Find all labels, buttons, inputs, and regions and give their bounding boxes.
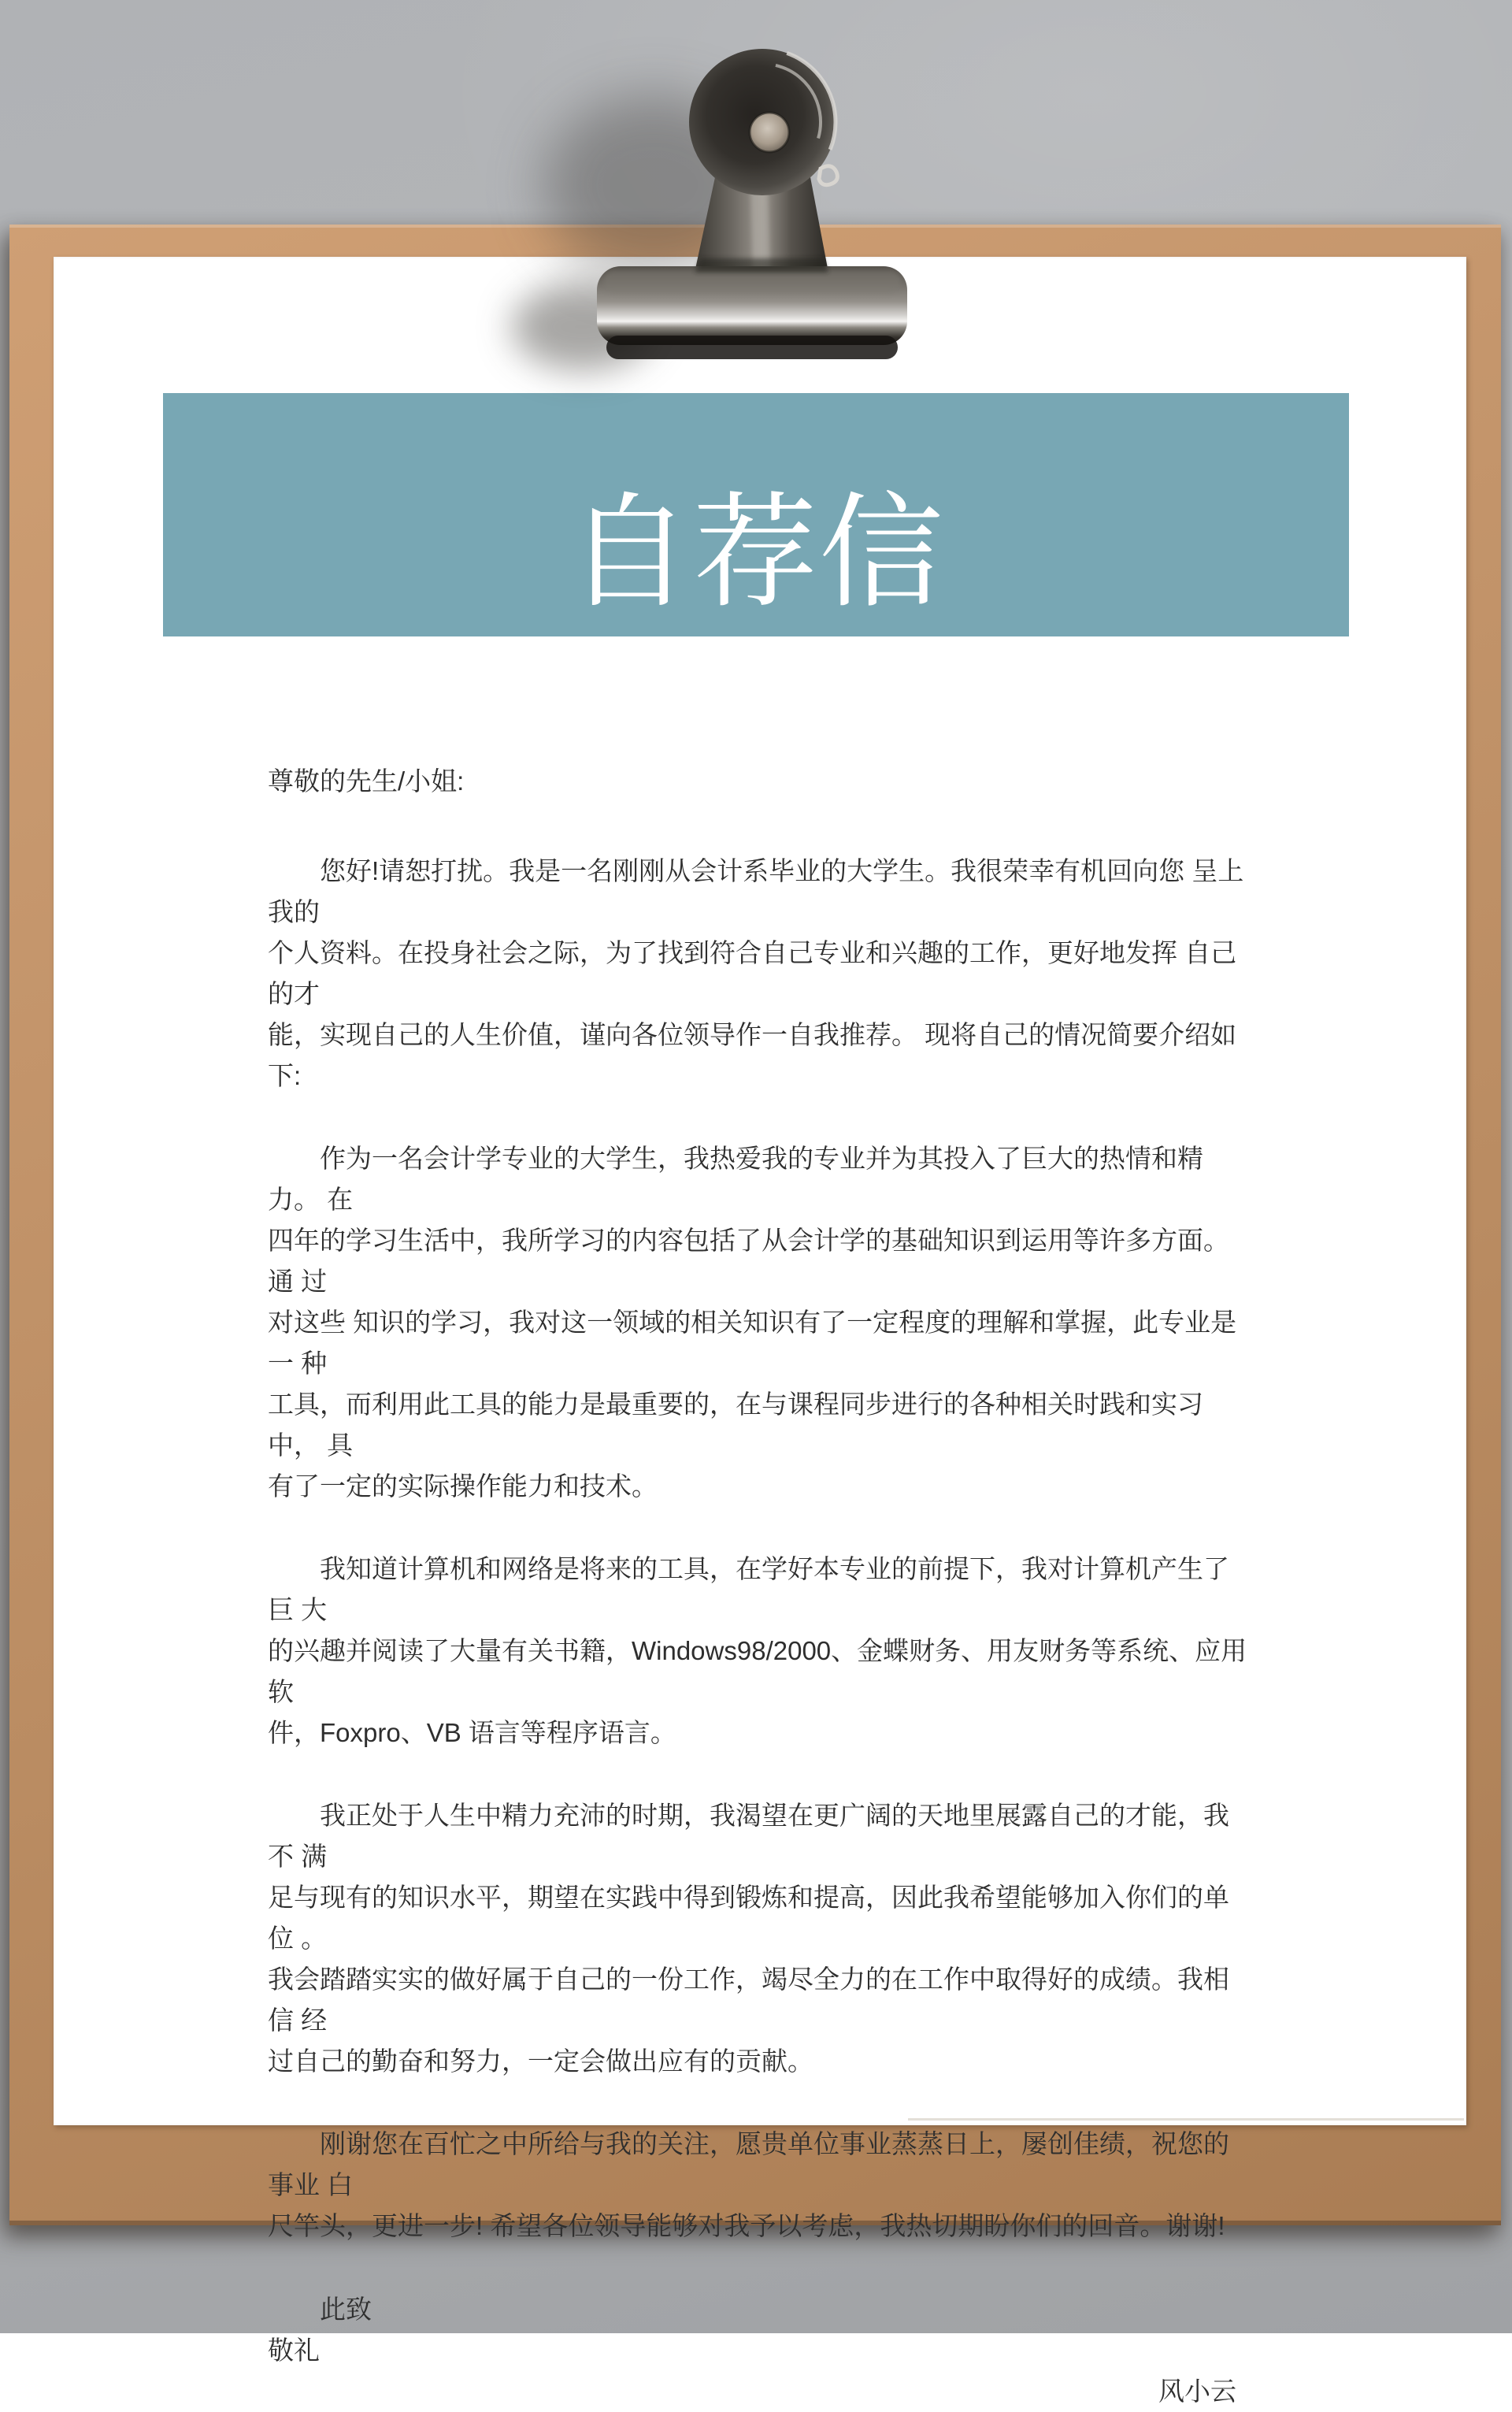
letter-line: 四年的学习生活中，我所学习的内容包括了从会计学的基础知识到运用等许多方面。通 过 (268, 1226, 1229, 1296)
letter-line: 的兴趣并阅读了大量有关书籍，Windows98/2000、金蝶财务、用友财务等系统、应用 软 (268, 1636, 1254, 1706)
letter-line: 我正处于人生中精力充沛的时期，我渴望在更广阔的天地里展露自己的才能，我不 满 (268, 1801, 1229, 1871)
letter-paragraph (268, 1549, 1254, 1753)
letter-line: 件，Foxpro、VB 语言等程序语言。 (268, 1718, 676, 1747)
closing-jingli: 敬礼 (268, 2336, 320, 2365)
letter-line: 工具，而利用此工具的能力是最重要的，在与课程同步进行的各种相关时践和实习中， 具 (268, 1390, 1203, 1460)
letter-line: 能，实现自己的人生价值，谨向各位领导作一自我推荐。 现将自己的情况简要介绍如下: (268, 1020, 1237, 1090)
letter-sheet (54, 257, 1466, 2406)
letter-paragraph (268, 2124, 1247, 2247)
closing-zhici: 此致 (320, 2295, 372, 2324)
signature-name: 风小云 (1158, 2377, 1236, 2406)
letter-body (268, 761, 1254, 2412)
letter-line: 我会踏踏实实的做好属于自己的一份工作，竭尽全力的在工作中取得好的成绩。我相信 经 (268, 1965, 1229, 2035)
letter-line: 刚谢您在百忙之中所给与我的关注，愿贵单位事业蒸蒸日上，屡创佳绩，祝您的事业 白 (268, 2129, 1229, 2199)
letter-paragraph (268, 1795, 1247, 2082)
page-title: 自荐信 (567, 483, 945, 622)
title-banner (163, 393, 1349, 636)
letter-paragraph (268, 1138, 1247, 1507)
letter-line: 我知道计算机和网络是将来的工具，在学好本专业的前提下，我对计算机产生了巨 大 (268, 1554, 1229, 1624)
letter-line: 您好!请恕打扰。我是一名刚刚从会计系毕业的大学生。我很荣幸有机回向您 呈上我的 (268, 856, 1244, 926)
binder-clip-icon (575, 22, 945, 373)
letter-greeting: 尊敬的先生/小姐: (268, 766, 465, 796)
letter-line: 作为一名会计学专业的大学生，我热爱我的专业并为其投入了巨大的热情和精力。 在 (268, 1144, 1203, 1214)
letter-line: 足与现有的知识水平，期望在实践中得到锻炼和提高，因此我希望能够加入你们的单位 。 (268, 1883, 1229, 1953)
letter-line: 过自己的勤奋和努力，一定会做出应有的贡献。 (268, 2046, 813, 2076)
letter-line: 有了一定的实际操作能力和技术。 (268, 1471, 658, 1501)
letter-paragraph (268, 851, 1247, 1097)
second-sheet-edge (908, 2118, 1464, 2121)
letter-line: 尺竿头，更进一步! 希望各位领导能够对我予以考虑，我热切期盼你们的回音。谢谢! (268, 2211, 1225, 2240)
letter-line: 对这些 知识的学习，我对这一领域的相关知识有了一定程度的理解和掌握，此专业是一 种 (268, 1308, 1237, 1378)
letter-line: 个人资料。在投身社会之际，为了找到符合自己专业和兴趣的工作，更好地发挥 自己的才 (268, 938, 1237, 1008)
letter-closing (268, 2289, 1247, 2412)
